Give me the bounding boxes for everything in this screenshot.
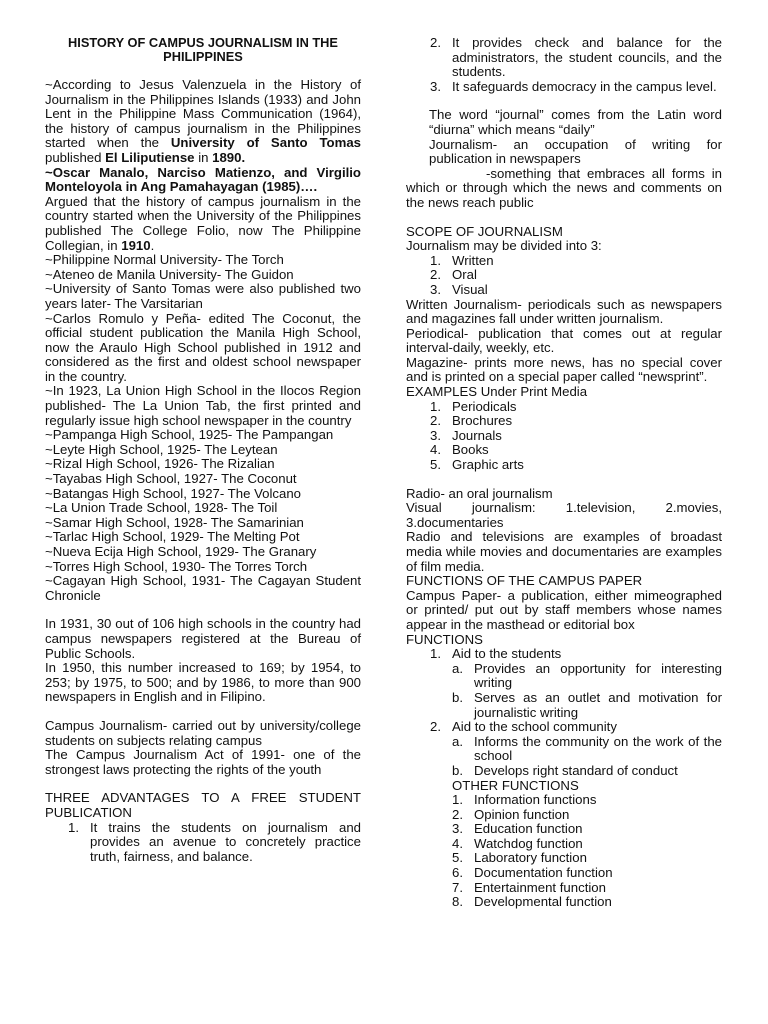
manalo-paragraph: ~Oscar Manalo, Narciso Matienzo, and Virgilio Monteloyola in Ang Pamahayagan (1985)…. [45,164,361,195]
other-functions-heading: OTHER FUNCTIONS [452,777,579,793]
radio-line: Radio- an oral journalism [406,485,553,501]
functions-label: FUNCTIONS [406,631,483,647]
list-item: 6. Documentation function [452,865,613,881]
history-line: ~Batangas High School, 1927- The Volcano [45,485,301,501]
scope-intro: Journalism may be divided into 3: [406,238,602,254]
examples-list [406,400,722,473]
list-item: b. Develops right standard of conduct [452,762,678,778]
journalism-definition: Journalism- an occupation of writing for publication in newspapers [429,136,722,167]
examples-heading: EXAMPLES Under Print Media [406,384,588,400]
list-item: 1. Information functions [452,792,597,808]
right-column [406,36,722,910]
written-journalism: Written Journalism- periodicals such as newspapers and magazines fall under written journalism. [406,296,722,327]
history-line: ~Nueva Ecija High School, 1929- The Granary [45,544,317,559]
history-line: ~La Union Trade School, 1928- The Toil [45,500,278,516]
list-item: 5. Laboratory function [452,850,587,866]
paragraph-1931: In 1931, 30 out of 106 high schools in the country had campus newspapers registered at the Bureau of Public Schools. [45,616,361,661]
list-item: 2. Opinion function [452,806,570,822]
advantages-heading: THREE ADVANTAGES TO A FREE STUDENT PUBLICATION [45,790,361,820]
visual-journalism: Visual journalism: 1.television, 2.movies, 3.documentaries [406,500,722,530]
list-item: 5. Graphic arts [430,457,524,473]
scope-heading: SCOPE OF JOURNALISM [406,223,563,239]
history-line: ~Leyte High School, 1925- The Leytean [45,441,278,457]
campus-journalism-definition: Campus Journalism- carried out by university/college students on subjects relating campus [45,717,361,748]
list-item: 8. Developmental function [452,894,612,910]
sub-list [406,735,722,779]
history-line: ~Carlos Romulo y Peña- edited The Coconut, the official student publication the Manila High School, now the Araulo High School published in 1912 and considered as the first and oldest school newspaper in the country. [45,310,361,384]
list-item: a. Informs the community on the work of the school [452,733,722,764]
list-item: 4. Watchdog function [452,835,583,851]
list-item: 2. It provides check and balance for the administrators, the student councils, and the students. [430,35,722,80]
functions-heading: FUNCTIONS OF THE CAMPUS PAPER [406,573,643,589]
list-item: 1. Aid to the students a. Provides an opportunity for interesting writing b. Serves as an outlet and motivation for journalistic writing [406,647,722,720]
other-functions-list [406,793,722,910]
valenzuela-paragraph: ~According to Jesus Valenzuela in the History of Journalism in the Philippines Islands (1933) and John Lent in the Philippine Mass Communication (1964), the history of campus journalism in the Philippines started when the University of Santo Tomas published El Liliputiense in 1890. [45,77,361,165]
campus-journalism-act: The Campus Journalism Act of 1991- one of the strongest laws protecting the rights of the youth [45,747,361,777]
periodical-definition: Periodical- publication that comes out at regular interval-daily, weekly, etc. [406,325,722,356]
list-item: 3. It safeguards democracy in the campus level. [430,78,717,94]
list-item: a. Provides an opportunity for interesting writing [452,660,722,691]
campus-paper-definition: Campus Paper- a publication, either mimeographed or printed/ put out by staff members whose names appear in the masthead or editorial box [406,587,722,632]
journal-etymology: The word “journal” comes from the Latin word “diurna” which means “daily” [429,107,722,137]
history-line: ~Cagayan High School, 1931- The Cagayan Student Chronicle [45,573,361,603]
history-line: ~Rizal High School, 1926- The Rizalian [45,456,275,472]
scope-list [406,254,722,298]
history-line: ~In 1923, La Union High School in the Ilocos Region published- The La Union Tab, the first printed and regularly issue high school newspaper in the country [45,383,361,428]
argued-paragraph: Argued that the history of campus journalism in the country started when the University of the Philippines published The College Folio, now The Philippine Collegian, in 1910. [45,193,361,253]
list-item: 1. Periodicals [430,398,517,414]
history-line: ~University of Santo Tomas were also published two years later- The Varsitarian [45,281,361,311]
list-item: 1. Written [430,252,494,268]
page-title: HISTORY OF CAMPUS JOURNALISM IN THE PHILIPPINES [68,35,338,64]
list-item: 1. It trains the students on journalism and provides an avenue to concretely practice truth, fairness, and balance. [68,819,361,864]
list-item: 3. Visual [430,281,488,297]
history-line: ~Tarlac High School, 1929- The Melting Pot [45,529,300,545]
paragraph-1950: In 1950, this number increased to 169; by 1954, to 253; by 1975, to 500; and by 1986, to more than 900 newspapers in English and in Filipino. [45,660,361,705]
advantages-list-continued [406,36,722,94]
history-line: ~Tayabas High School, 1927- The Coconut [45,471,297,487]
history-line: ~Philippine Normal University- The Torch [45,252,284,268]
left-column [45,36,361,864]
list-item: 3. Journals [430,427,502,443]
history-line: ~Torres High School, 1930- The Torres Torch [45,558,308,574]
history-line: ~Ateneo de Manila University- The Guidon [45,266,294,282]
history-line: ~Pampanga High School, 1925- The Pampangan [45,427,334,443]
list-item: 3. Education function [452,821,583,837]
list-item: 4. Books [430,442,489,458]
list-item: 2. Brochures [430,413,513,429]
list-item: 2. Aid to the school community a. Informs the community on the work of the school b. Develops right standard of conduct [406,720,722,778]
advantages-list [45,821,361,865]
functions-list [406,647,722,778]
list-item: b. Serves as an outlet and motivation for journalistic writing [452,689,722,720]
broadcast-paragraph: Radio and televisions are examples of broadast media while movies and documentaries are examples of film media. [406,529,722,574]
journalism-definition-2: -something that embraces all forms in which or through which the news and comments on the news reach public [406,165,722,210]
school-publications-list [45,253,361,603]
sub-list [406,662,722,720]
list-item: 2. Oral [430,267,477,283]
list-item: 7. Entertainment function [452,879,606,895]
magazine-definition: Magazine- prints more news, has no special cover and is printed on a special paper called “newsprint”. [406,354,722,385]
history-line: ~Samar High School, 1928- The Samarinian [45,514,304,530]
